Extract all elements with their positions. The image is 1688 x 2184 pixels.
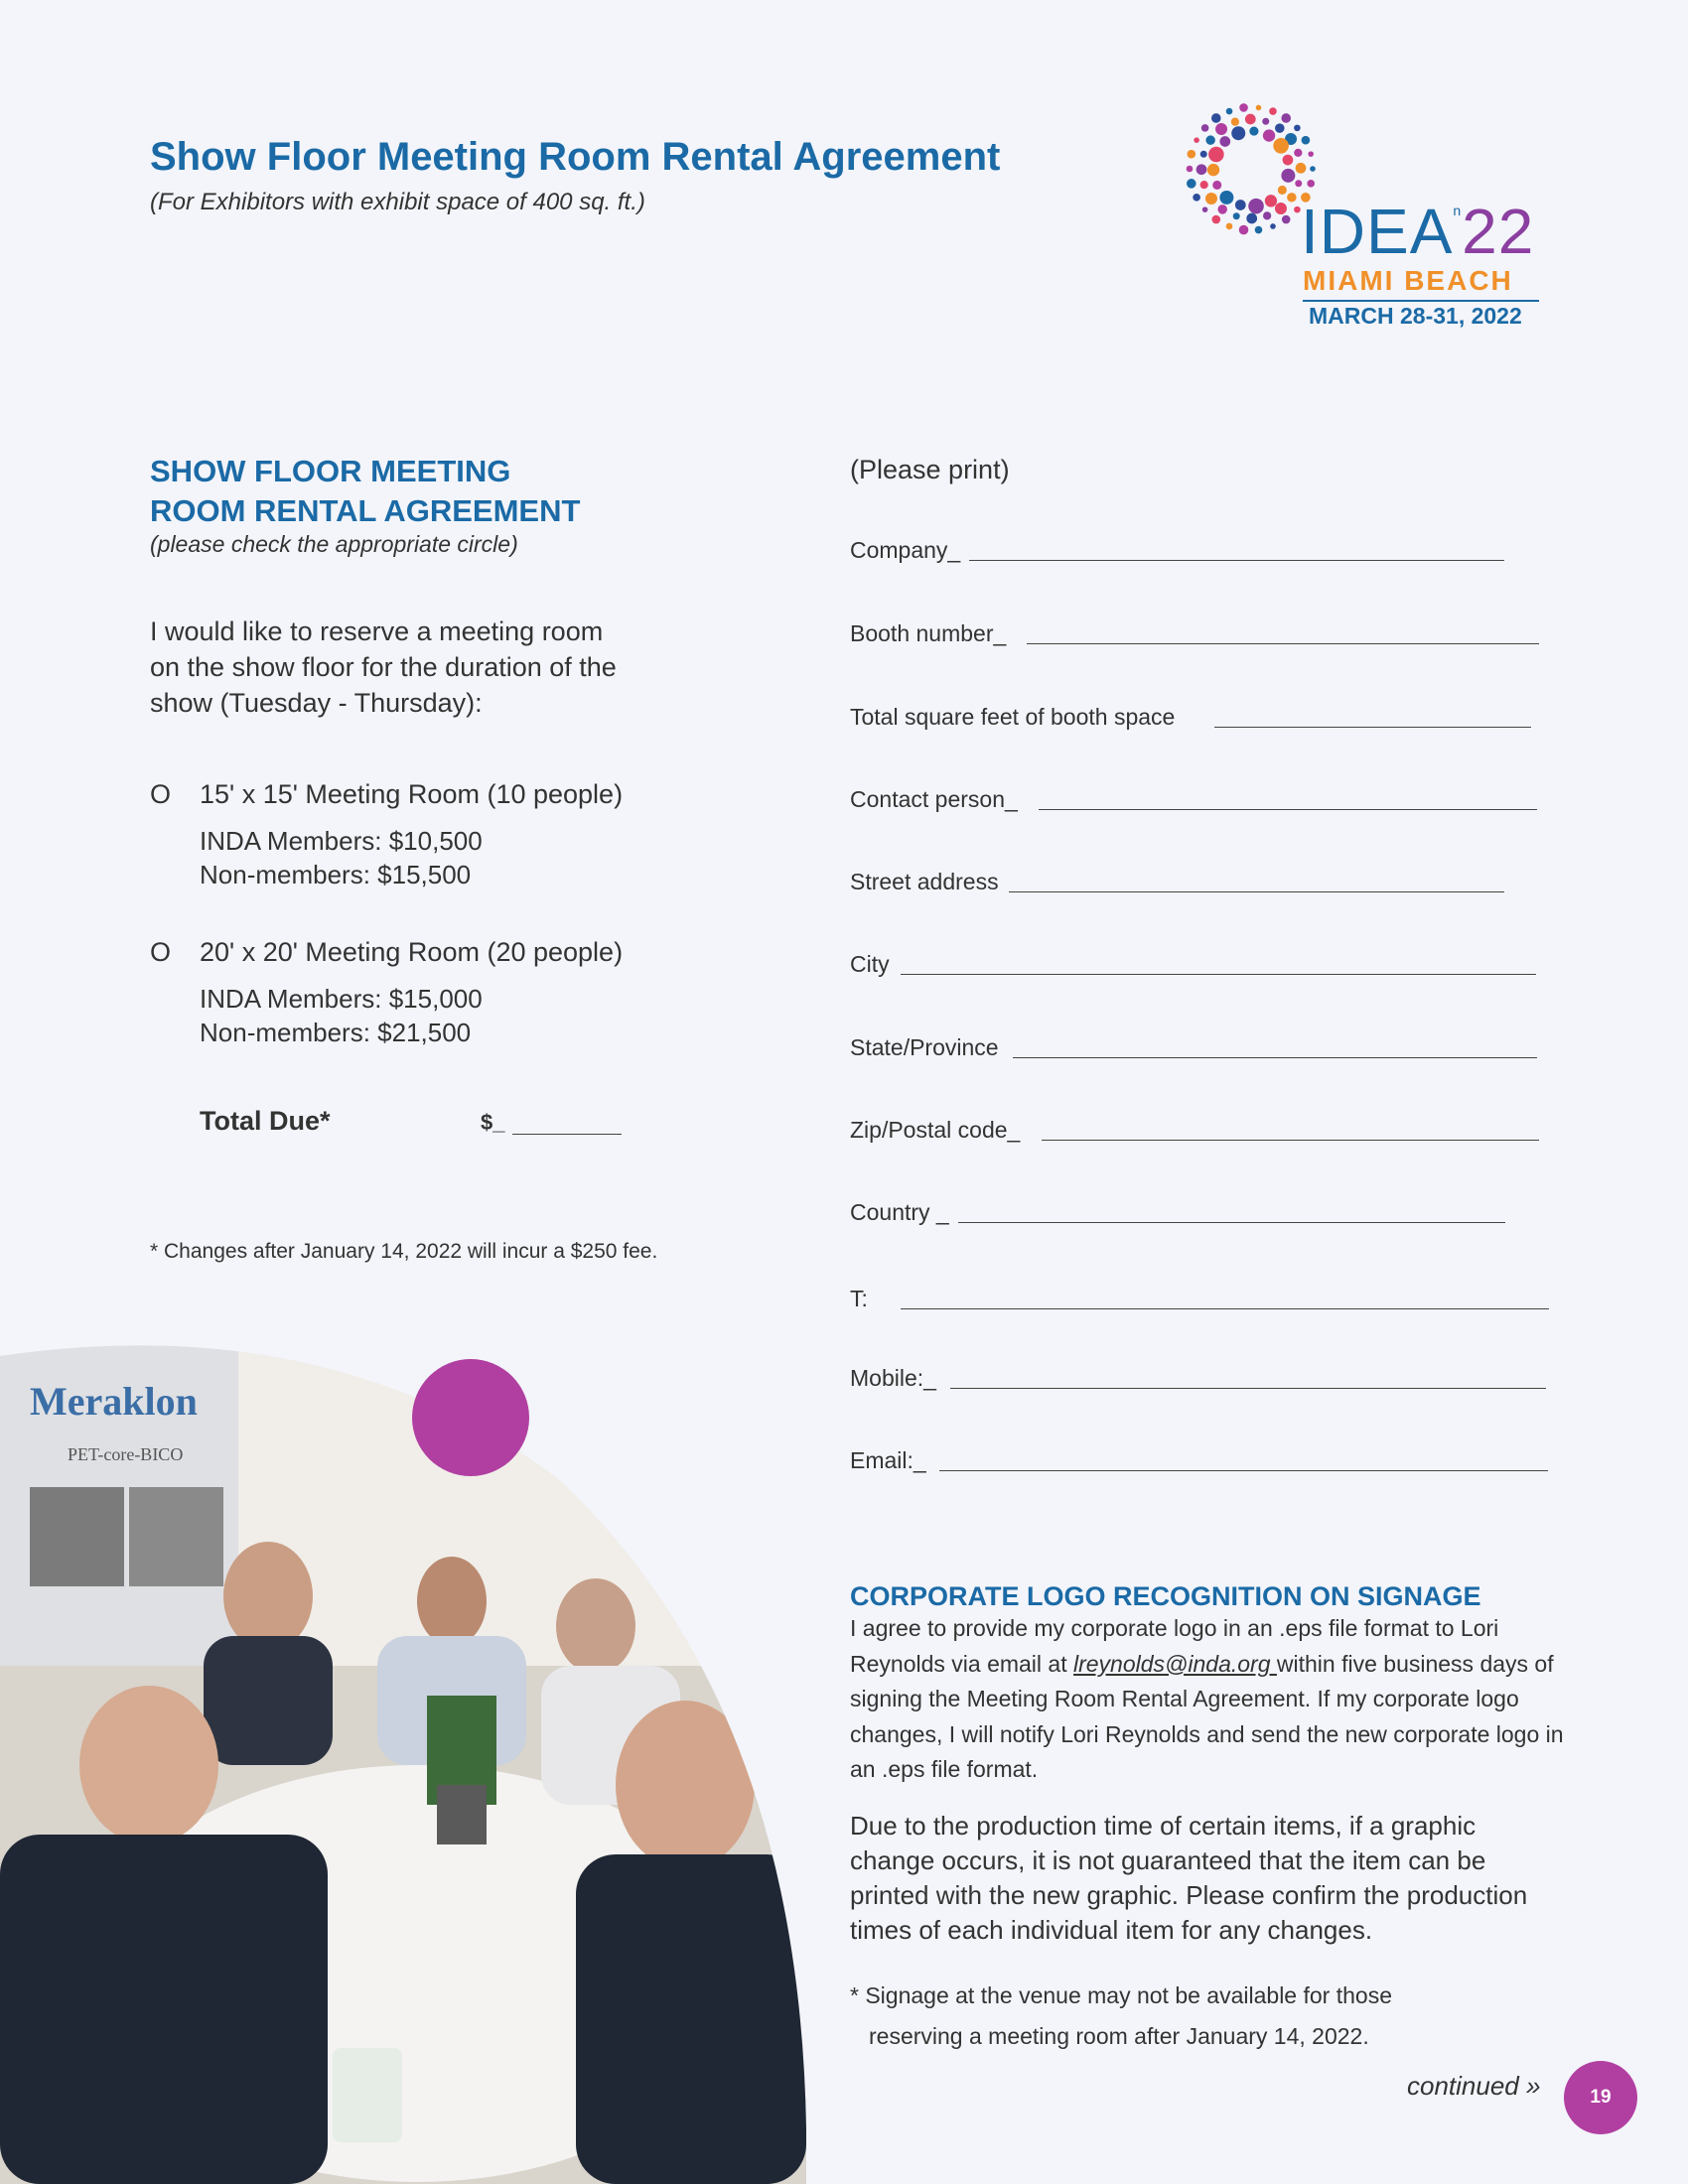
field-label-total-square-feet-of-booth-space: Total square feet of booth space	[850, 704, 1176, 730]
logo-dot	[1205, 135, 1215, 145]
page-subtitle: (For Exhibitors with exhibit space of 400 sq. ft.)	[150, 189, 645, 215]
intro-line: show (Tuesday - Thursday):	[150, 688, 483, 718]
field-input-street-address[interactable]	[1009, 891, 1504, 892]
option-1-label: 15' x 15' Meeting Room (10 people)	[200, 779, 624, 809]
field-label-zip-postal-code: Zip/Postal code_	[850, 1117, 1021, 1143]
logo-dot	[1302, 136, 1311, 145]
logo-dot	[1256, 105, 1262, 111]
logo-dot	[1212, 181, 1221, 190]
page-number-badge: 19	[1564, 2061, 1637, 2134]
logo-dot	[1308, 151, 1314, 157]
production-time-paragraph: Due to the production time of certain items, if a graphic change occurs, it is not guaranteed that the item can be printed with the new graphic. Please confirm the production times of each individual item for any changes.	[850, 1811, 1528, 1945]
option-1-nonmembers-price: Non-members: $15,500	[200, 860, 472, 889]
logo-dot	[1211, 113, 1221, 123]
logo-dot	[1287, 193, 1297, 203]
field-input-company[interactable]	[969, 560, 1504, 561]
field-label-company: Company_	[850, 537, 961, 563]
field-label-mobile: Mobile:_	[850, 1365, 936, 1391]
logo-city: MIAMI BEACH	[1303, 265, 1513, 296]
field-input-t[interactable]	[901, 1308, 1549, 1309]
logo-dot	[1283, 155, 1294, 166]
logo-dot	[1263, 211, 1271, 219]
field-input-booth-number[interactable]	[1027, 643, 1539, 644]
logo-year: 22	[1462, 196, 1535, 267]
field-label-street-address: Street address	[850, 869, 999, 894]
logo-dot	[1231, 126, 1245, 140]
logo-dot	[1187, 179, 1196, 189]
field-input-total-square-feet-of-booth-space[interactable]	[1214, 727, 1531, 728]
logo-dot	[1211, 215, 1220, 224]
logo-dot	[1219, 136, 1230, 147]
option-2-radio[interactable]: O	[150, 937, 172, 967]
field-label-city: City	[850, 951, 890, 977]
logo-idea-text: IDEA	[1301, 196, 1454, 267]
logo-dot	[1205, 193, 1217, 205]
logo-dot	[1226, 223, 1233, 230]
logo-dot	[1295, 180, 1302, 187]
logo-dot	[1231, 118, 1239, 126]
logo-dot	[1263, 129, 1275, 141]
change-fee-footnote: * Changes after January 14, 2022 will incur a $250 fee.	[150, 1240, 658, 1263]
field-input-email[interactable]	[939, 1470, 1548, 1471]
field-input-zip-postal-code[interactable]	[1042, 1140, 1539, 1141]
agreement-heading	[150, 452, 580, 531]
logo-dot	[1281, 169, 1295, 183]
option-2-members-price: INDA Members: $15,000	[200, 984, 483, 1014]
logo-dot	[1294, 125, 1301, 132]
logo-dot	[1265, 195, 1277, 206]
intro-line: on the show floor for the duration of the	[150, 652, 617, 682]
field-label-t: T:	[850, 1286, 868, 1311]
intro-line: I would like to reserve a meeting room	[150, 616, 604, 646]
logo-dot	[1200, 151, 1207, 158]
page-title: Show Floor Meeting Room Rental Agreement	[150, 135, 1001, 179]
logo-dot	[1187, 166, 1194, 173]
logo-agreement-paragraph	[850, 1611, 1565, 1788]
agreement-heading-line1: SHOW FLOOR MEETING	[150, 454, 511, 488]
logo-dot	[1193, 194, 1200, 202]
logo-dot	[1233, 212, 1240, 219]
logo-dot	[1270, 223, 1276, 229]
logo-dot	[1226, 108, 1233, 115]
logo-dot	[1282, 215, 1291, 224]
logo-dot	[1208, 147, 1224, 163]
logo-dot	[1194, 137, 1199, 143]
agreement-note: (please check the appropriate circle)	[150, 531, 518, 557]
logo-dot	[1202, 206, 1208, 212]
logo-section-heading: CORPORATE LOGO RECOGNITION ON SIGNAGE	[850, 1581, 1481, 1611]
print-note: (Please print)	[850, 455, 1010, 484]
logo-dot	[1296, 163, 1307, 174]
logo-divider	[1303, 300, 1539, 302]
logo-dot	[1188, 150, 1196, 159]
logo-dot	[1207, 164, 1219, 176]
option-1-radio[interactable]: O	[150, 779, 172, 809]
logo-dot	[1307, 180, 1315, 188]
logo-dot	[1201, 124, 1209, 132]
logo-dot	[1245, 114, 1256, 125]
logo-dot	[1196, 164, 1207, 175]
signage-footnote	[850, 1976, 1392, 2057]
decorative-circle	[412, 1359, 529, 1476]
agreement-intro	[150, 614, 666, 721]
logo-dot	[1275, 123, 1285, 133]
signage-footnote-line1: * Signage at the venue may not be available for those	[850, 1982, 1392, 2008]
field-label-country: Country _	[850, 1199, 949, 1225]
logo-dot	[1255, 226, 1263, 234]
logo-dot	[1246, 213, 1257, 224]
logo-dot	[1269, 107, 1277, 115]
logo-dot	[1239, 225, 1249, 235]
option-1-members-price: INDA Members: $10,500	[200, 826, 483, 856]
logo-dot	[1278, 186, 1287, 195]
field-label-booth-number: Booth number_	[850, 620, 1007, 646]
option-2-pricing	[200, 982, 483, 1049]
total-due-input[interactable]	[512, 1134, 622, 1135]
total-due-prefix: $_	[481, 1110, 505, 1135]
option-1-pricing	[200, 824, 483, 891]
field-input-city[interactable]	[901, 974, 1536, 975]
logo-dot	[1239, 103, 1248, 112]
logo-dot	[1215, 123, 1227, 135]
photo-sign-brand: Meraklon	[30, 1379, 198, 1424]
field-label-state-province: State/Province	[850, 1034, 999, 1060]
signage-footnote-line2: reserving a meeting room after January 14, 2022.	[869, 2023, 1369, 2049]
logo-dot	[1281, 113, 1291, 123]
continued-label: continued »	[1407, 2071, 1541, 2101]
logo-dot	[1310, 166, 1316, 172]
logo-dot	[1294, 149, 1302, 157]
field-input-state-province[interactable]	[1013, 1057, 1537, 1058]
logo-dot	[1235, 200, 1246, 210]
paragraph-text: I agree to provide my corporate logo in an .eps file format to Lori Reynolds via email at	[850, 1615, 1499, 1677]
logo-dot	[1200, 181, 1208, 189]
logo-dot	[1217, 205, 1227, 214]
agreement-heading-line2: ROOM RENTAL AGREEMENT	[150, 493, 581, 528]
field-label-email: Email:_	[850, 1447, 926, 1473]
field-input-contact-person[interactable]	[1039, 809, 1537, 810]
field-input-country[interactable]	[958, 1222, 1505, 1223]
email-link[interactable]: lreynolds@inda.org	[1073, 1650, 1277, 1677]
logo-dot	[1273, 138, 1289, 154]
paragraph-text: within five business days of signing the Meeting Room Rental Agreement. If my corporate logo changes, I will notify Lori Reynolds and send the new corporate logo in an .eps file format.	[850, 1650, 1564, 1782]
logo-wordmark	[1301, 195, 1534, 268]
logo-dot	[1275, 203, 1287, 214]
logo-dot	[1294, 206, 1301, 213]
logo-dot	[1219, 191, 1233, 205]
meeting-photo	[0, 1338, 806, 2184]
field-label-contact-person: Contact person_	[850, 786, 1018, 812]
option-2-nonmembers-price: Non-members: $21,500	[200, 1018, 472, 1047]
logo-dot	[1249, 127, 1258, 136]
logo-dates: MARCH 28-31, 2022	[1309, 303, 1522, 329]
option-2-label: 20' x 20' Meeting Room (20 people)	[200, 937, 624, 967]
field-input-mobile[interactable]	[950, 1388, 1546, 1389]
photo-sign-subtext: PET-core-BICO	[68, 1444, 184, 1464]
logo-dot	[1248, 199, 1264, 214]
logo-superscript: n	[1453, 203, 1463, 218]
total-due-label: Total Due*	[200, 1106, 331, 1136]
logo-dot	[1262, 118, 1269, 125]
